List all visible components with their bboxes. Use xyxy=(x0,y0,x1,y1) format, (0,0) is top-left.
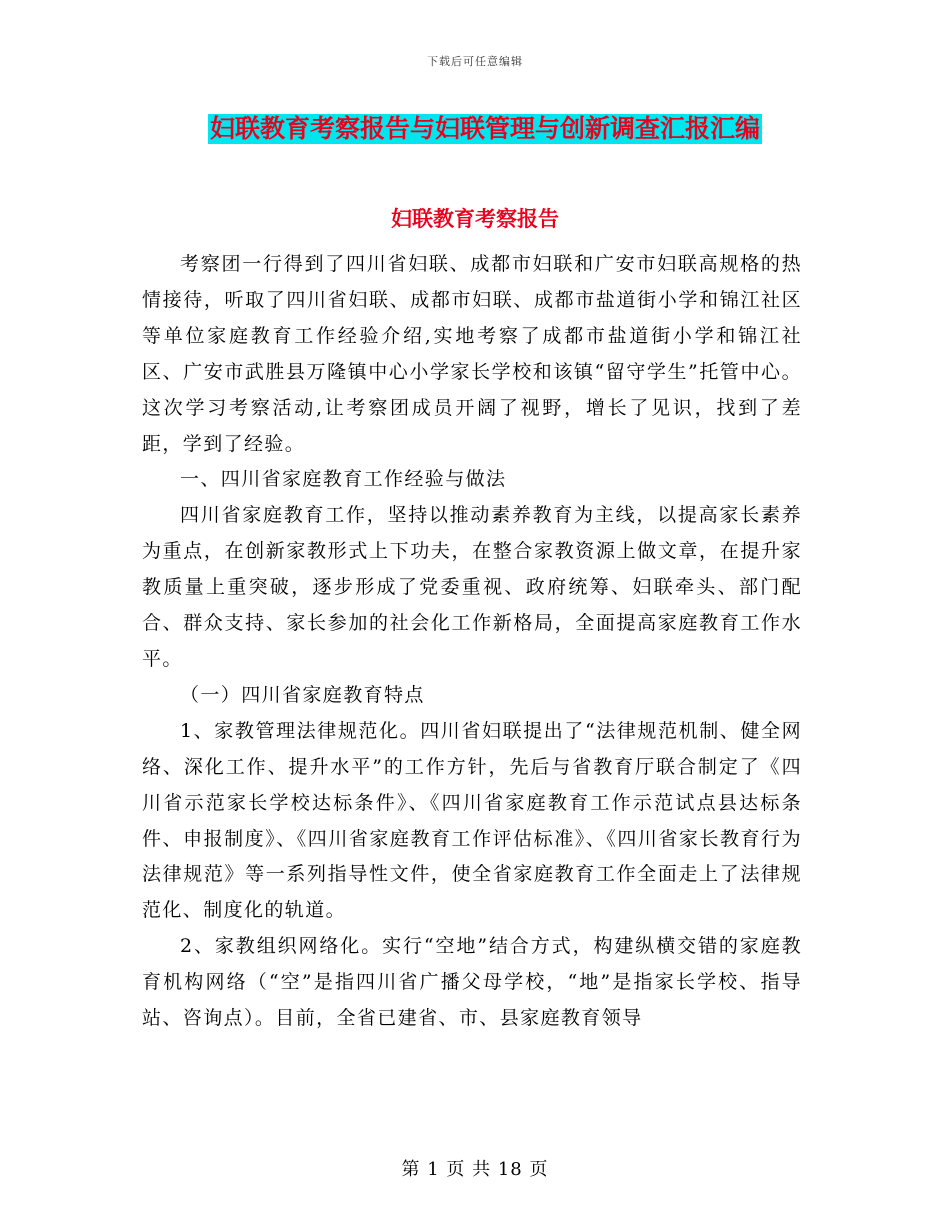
document-title-wrap xyxy=(208,114,762,144)
document-title: 妇联教育考察报告与妇联管理与创新调查汇报汇编 xyxy=(210,114,761,143)
section-title: 妇联教育考察报告 xyxy=(391,206,559,231)
paragraph: 1、家教管理法律规范化。四川省妇联提出了“法律规范机制、健全网络、深化工作、提升水平”的工作方针，先后与省教育厅联合制定了《四川省示范家长学校达标条件》、《四川省家庭教育工作示范试点县达标条件、申报制度》、《四川省家庭教育工作评估标准》、《四川省家长教育行为法律规范》等一系列指导性文件，使全省家庭教育工作全面走上了法律规范化、制度化的轨道。 xyxy=(142,719,802,922)
section-heading: 一、四川省家庭教育工作经验与做法 xyxy=(180,468,507,491)
document-body xyxy=(142,247,802,1037)
paragraph: 2、家教组织网络化。实行“空地”结合方式，构建纵横交错的家庭教育机构网络（“空”是指四川省广播父母学校，“地”是指家长学校、指导站、咨询点）。目前，全省已建省、市、县家庭教育领导 xyxy=(142,935,802,1030)
header-note: 下载后可任意编辑 xyxy=(427,55,523,68)
page-number-footer: 第 1 页 共 18 页 xyxy=(401,1159,549,1180)
paragraph: 四川省家庭教育工作，坚持以推动素养教育为主线，以提高家长素养为重点，在创新家教形式上下功夫，在整合家教资源上做文章，在提升家教质量上重突破，逐步形成了党委重视、政府统筹、妇联牵头、部门配合、群众支持、家长参加的社会化工作新格局，全面提高家庭教育工作水平。 xyxy=(142,504,802,670)
paragraph: 考察团一行得到了四川省妇联、成都市妇联和广安市妇联高规格的热情接待，听取了四川省妇联、成都市妇联、成都市盐道街小学和锦江社区等单位家庭教育工作经验介绍,实地考察了成都市盐道街小学和锦江社区、广安市武胜县万隆镇中心小学家长学校和该镇“留守学生”托管中心。这次学习考察活动,让考察团成员开阔了视野，增长了见识，找到了差距，学到了经验。 xyxy=(142,253,802,455)
subsection-heading: （一）四川省家庭教育特点 xyxy=(180,683,425,706)
